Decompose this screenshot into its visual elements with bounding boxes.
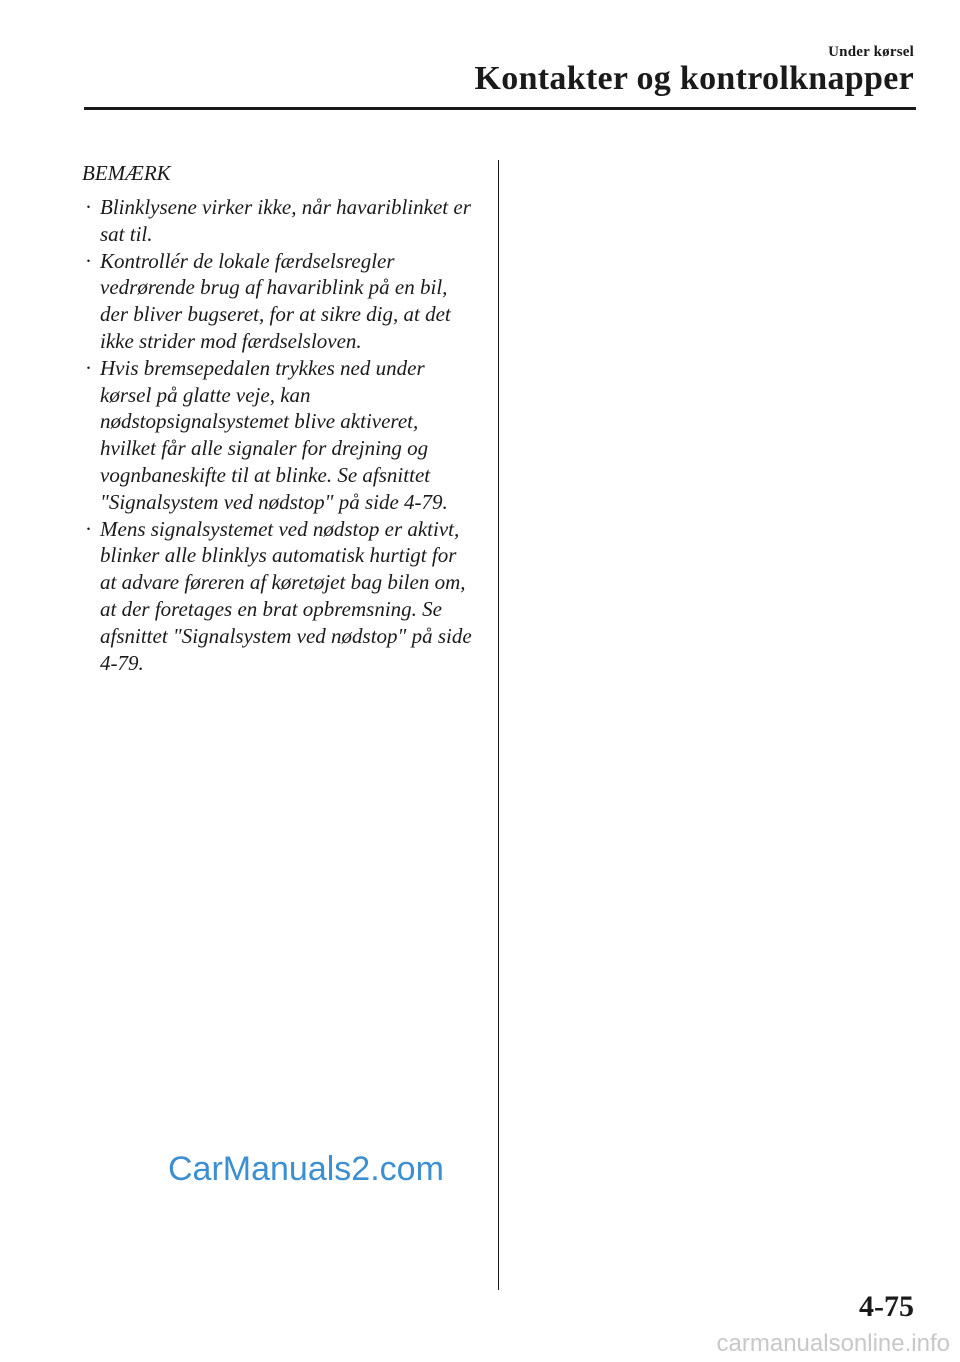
note-item-text: Mens signalsystemet ved nødstop er aktivt, blinker alle blinklys automatisk hurtigt for at advare føreren af køretøjet bag bilen om, at der foretages en brat opbremsning. Se afsnittet "Signalsystem ved nødstop" på side 4-79. (100, 516, 472, 675)
note-item (82, 248, 474, 355)
bullet-icon: · (85, 355, 92, 380)
note-item (82, 355, 474, 516)
note-block (82, 158, 474, 676)
page-title: Kontakter og kontrolknapper (474, 60, 914, 97)
bullet-icon: · (85, 248, 92, 273)
note-item-text: Blinklysene virker ikke, når havariblinket er sat til. (100, 195, 471, 246)
watermark-logo: CarManuals2.com (168, 1150, 444, 1188)
note-item (82, 194, 474, 248)
column-divider (498, 160, 499, 1290)
header-divider (84, 107, 916, 110)
footer-url[interactable]: carmanualsonline.info (716, 1330, 950, 1357)
page-number: 4-75 (859, 1290, 914, 1323)
section-label: Under kørsel (828, 44, 914, 60)
bullet-icon: · (85, 516, 92, 541)
note-item-text: Kontrollér de lokale færdselsregler vedrørende brug af havariblink på en bil, der bliver bugseret, for at sikre dig, at det ikke strider mod færdselsloven. (100, 248, 451, 353)
bullet-icon: · (85, 195, 92, 219)
note-item-text: Hvis bremsepedalen trykkes ned under kørsel på glatte veje, kan nødstopsignalsystemet blive aktiveret, hvilket får alle signaler for drejning og vognbaneskifte til at blinke. Se afsnittet "Signalsystem ved nødstop" på side 4-79. (100, 355, 448, 514)
note-heading: BEMÆRK (82, 161, 171, 185)
note-list (82, 194, 474, 676)
note-item (82, 516, 474, 677)
